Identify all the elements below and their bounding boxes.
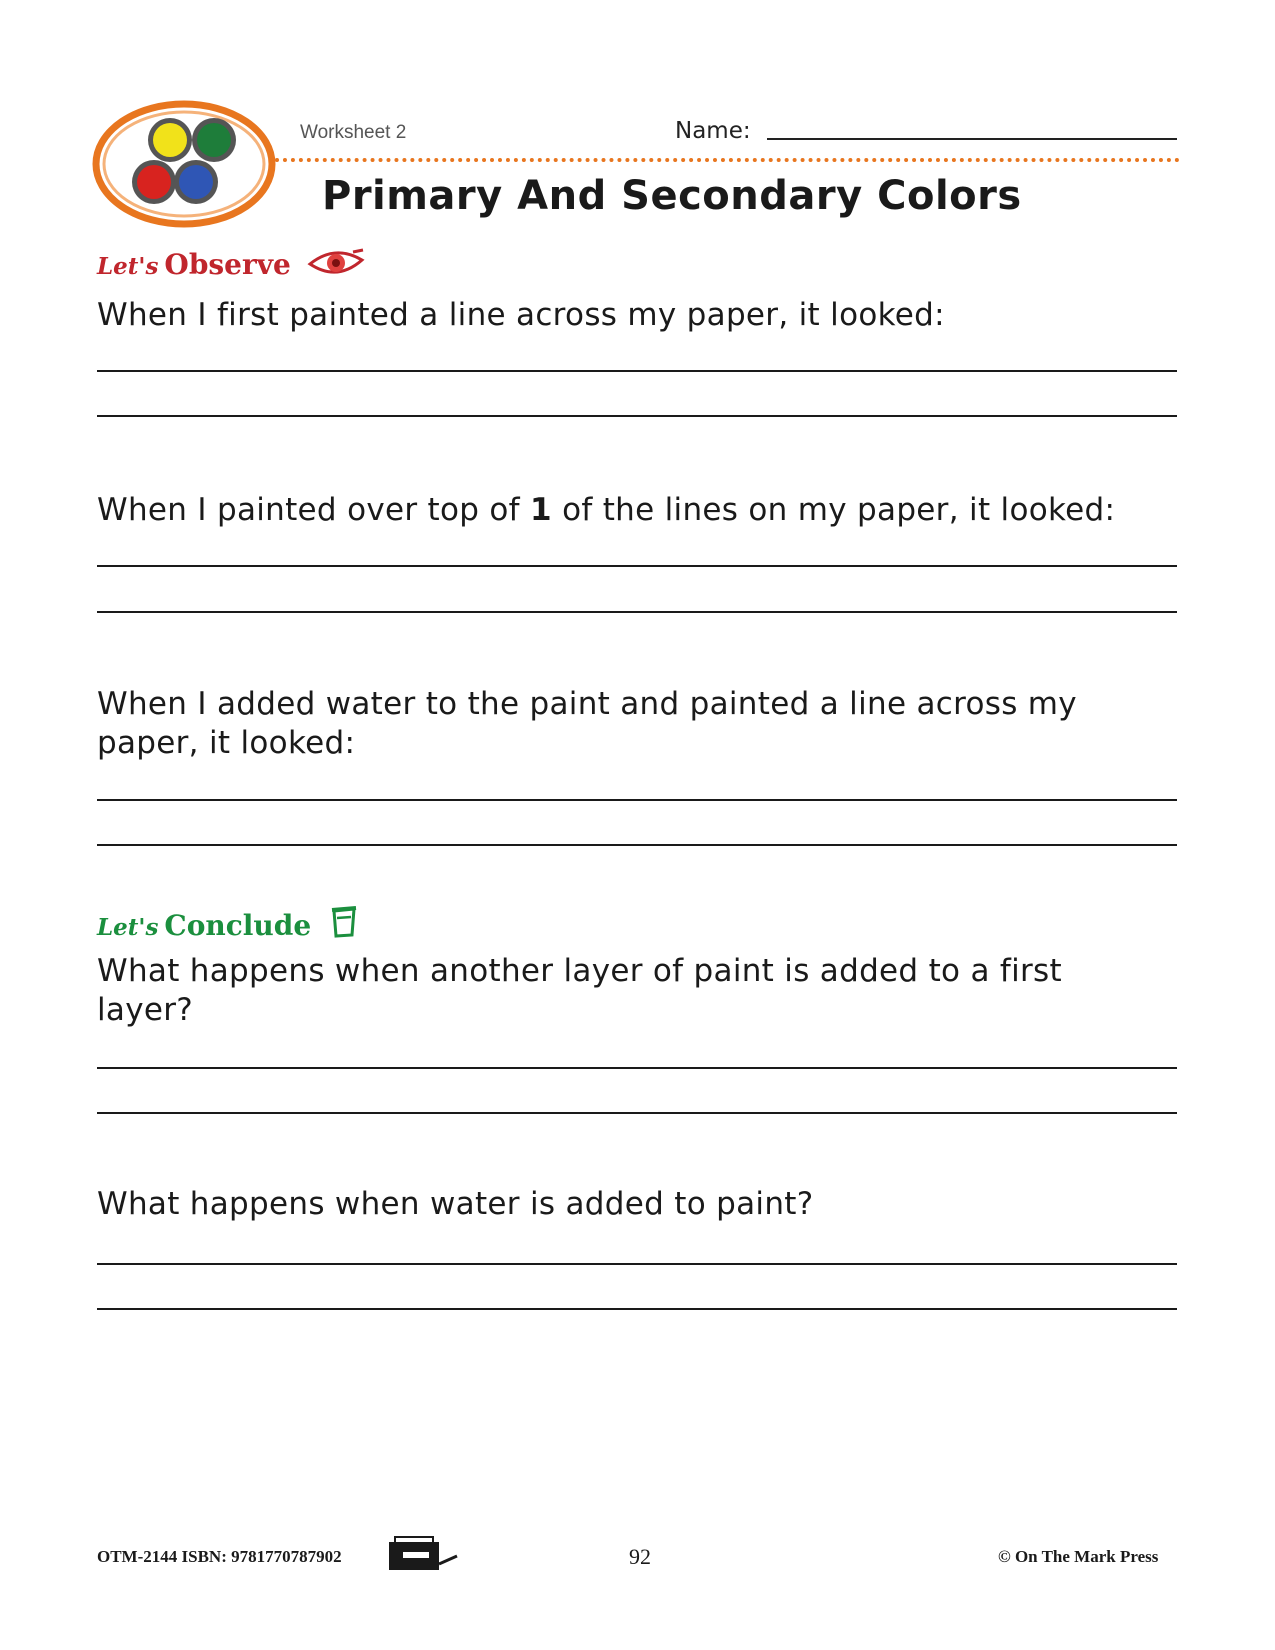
answer-line[interactable] (97, 844, 1177, 846)
answer-line[interactable] (97, 1067, 1177, 1069)
question-5: What happens when water is added to paint? (97, 1186, 814, 1222)
answer-line[interactable] (97, 370, 1177, 372)
conclude-lets: Let's (97, 914, 159, 941)
answer-line[interactable] (97, 565, 1177, 567)
name-label: Name: (675, 118, 751, 144)
conclude-heading (97, 905, 359, 942)
blue-paint-icon (174, 160, 218, 204)
copier-icon (385, 1534, 461, 1574)
footer-isbn: OTM-2144 ISBN: 9781770787902 (97, 1547, 342, 1566)
answer-line[interactable] (97, 799, 1177, 801)
conclude-title: Conclude (164, 909, 312, 942)
answer-line[interactable] (97, 611, 1177, 613)
question-1: When I first painted a line across my paper, it looked: (97, 297, 945, 333)
yellow-paint-icon (148, 118, 192, 162)
observe-heading (97, 248, 365, 281)
paint-pots-logo (92, 98, 292, 230)
eye-icon (307, 248, 365, 278)
answer-line[interactable] (97, 415, 1177, 417)
question-2-pre: When I painted over top of (97, 492, 531, 528)
question-2 (97, 491, 1177, 530)
notepad-icon (329, 905, 359, 939)
footer-publisher: © On The Mark Press (998, 1547, 1159, 1566)
observe-title: Observe (164, 248, 291, 281)
question-3: When I added water to the paint and painted a line across my paper, it looked: (97, 686, 1077, 761)
question-2-post: of the lines on my paper, it looked: (551, 492, 1116, 528)
name-field[interactable] (767, 138, 1177, 140)
dotted-divider (275, 158, 1180, 162)
green-paint-icon (192, 118, 236, 162)
page-number: 92 (629, 1544, 651, 1569)
worksheet-label: Worksheet 2 (300, 122, 407, 143)
answer-line[interactable] (97, 1308, 1177, 1310)
answer-line[interactable] (97, 1112, 1177, 1114)
observe-lets: Let's (97, 253, 159, 280)
answer-line[interactable] (97, 1263, 1177, 1265)
red-paint-icon (132, 160, 176, 204)
page-title: Primary And Secondary Colors (322, 173, 1022, 219)
question-2-number: 1 (530, 492, 552, 528)
question-4: What happens when another layer of paint is added to a first layer? (97, 953, 1062, 1028)
